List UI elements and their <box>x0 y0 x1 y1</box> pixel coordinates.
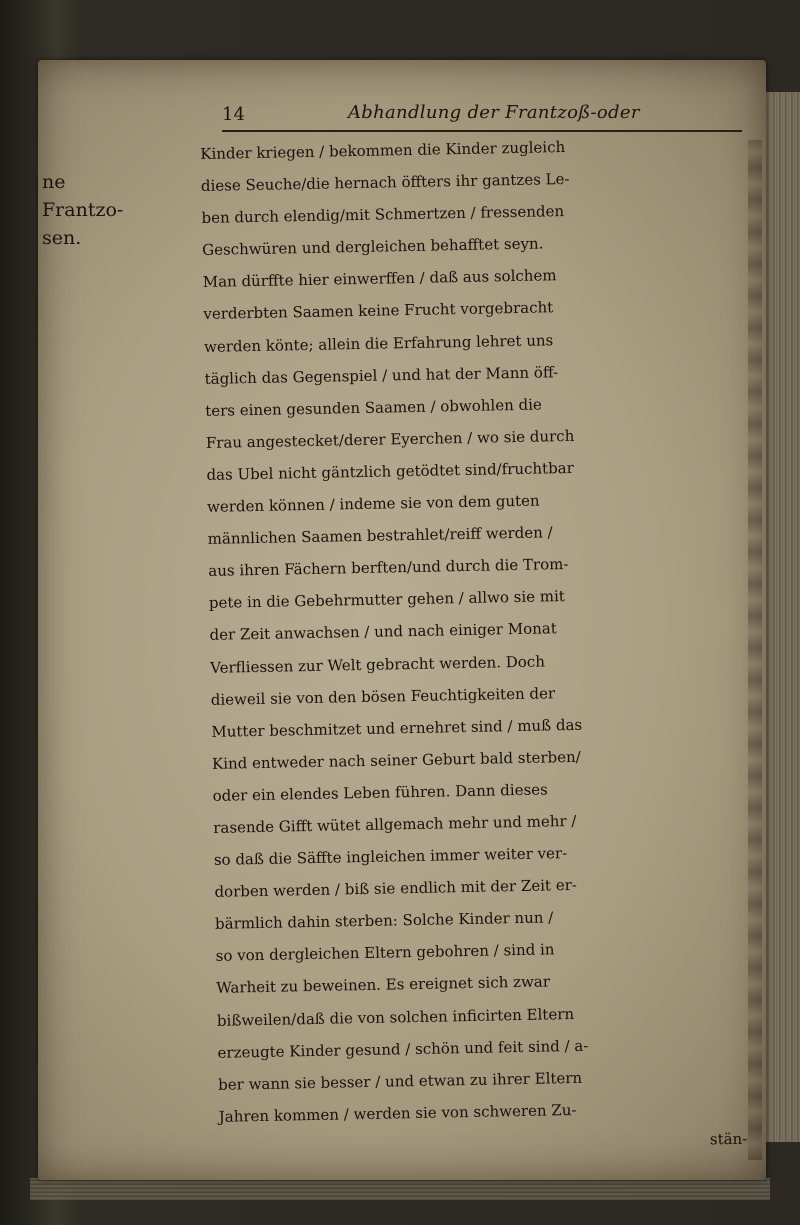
text-line: ters einen gesunden Saamen / obwohlen die <box>205 395 543 420</box>
page-header <box>222 102 742 132</box>
text-line: dorben werden / biß sie endlich mit der Zeit er- <box>214 876 578 902</box>
text-line: Warheit zu beweinen. Es ereignet sich zwar <box>216 972 551 998</box>
text-line: bißweilen/daß die von solchen inficirten Eltern <box>216 1004 575 1030</box>
text-line: ber wann sie besser / und etwan zu ihrer Eltern <box>218 1068 583 1094</box>
text-line: das Ubel nicht gäntzlich getödtet sind/fruchtbar <box>206 458 574 484</box>
page-edge-bottom <box>30 1178 770 1200</box>
text-line: Kinder kriegen / bekommen die Kinder zugleich <box>200 137 566 163</box>
text-line: männlichen Saamen bestrahlet/reiff werden / <box>207 523 553 549</box>
page-number: 14 <box>222 104 245 125</box>
text-line: rasende Gifft wütet allgemach mehr und mehr / <box>213 811 577 837</box>
marginal-note <box>42 168 124 252</box>
text-line: verderbten Saamen keine Frucht vorgebracht <box>203 298 554 324</box>
running-title: Abhandlung der Frantzoß-oder <box>348 102 640 123</box>
text-line: Mutter beschmitzet und ernehret sind / muß das <box>211 715 583 741</box>
text-line: ben durch elendig/mit Schmertzen / fressenden <box>201 202 565 228</box>
text-line: diese Seuche/die hernach öffters ihr gantzes Le- <box>200 170 570 196</box>
text-line: Frau angestecket/derer Eyerchen / wo sie durch <box>205 426 575 452</box>
text-line: Verfliessen zur Welt gebracht werden. Doch <box>209 651 546 677</box>
text-line: werden können / indeme sie von dem guten <box>206 491 540 516</box>
text-line: dieweil sie von den bösen Feuchtigkeiten der <box>210 683 556 709</box>
text-line: bärmlich dahin sterben: Solche Kinder nun / <box>214 908 554 934</box>
body-text <box>200 127 790 1165</box>
text-line: täglich das Gegenspiel / und hat der Mann öff- <box>204 362 559 388</box>
text-line: Jahren kommen / werden sie von schweren Zu- <box>218 1100 577 1126</box>
marginal-note-line: sen. <box>42 227 82 249</box>
text-line: Kind entweder nach seiner Geburt bald sterben/ <box>211 747 581 773</box>
text-line: oder ein elendes Leben führen. Dann dieses <box>212 780 548 805</box>
text-line: so daß die Säffte ingleichen immer weiter ver- <box>213 844 568 869</box>
text-line: pete in die Gebehrmutter gehen / allwo sie mit <box>208 587 566 613</box>
text-line: Man dürffte hier einwerffen / daß aus solchem <box>202 266 557 292</box>
text-line: Geschwüren und dergleichen behafftet seyn. <box>201 234 544 260</box>
marginal-note-line: ne Frantzo- <box>42 171 124 221</box>
text-line: erzeugte Kinder gesund / schön und feit sind / a- <box>217 1036 589 1062</box>
catchword: stän- <box>709 1129 748 1149</box>
text-line: so von dergleichen Eltern gebohren / sind in <box>215 940 555 966</box>
text-line: aus ihren Fächern berften/und durch die Trom- <box>208 555 569 581</box>
text-line: werden könte; allein die Erfahrung lehret uns <box>203 330 554 356</box>
text-line: der Zeit anwachsen / und nach einiger Monat <box>209 619 557 645</box>
